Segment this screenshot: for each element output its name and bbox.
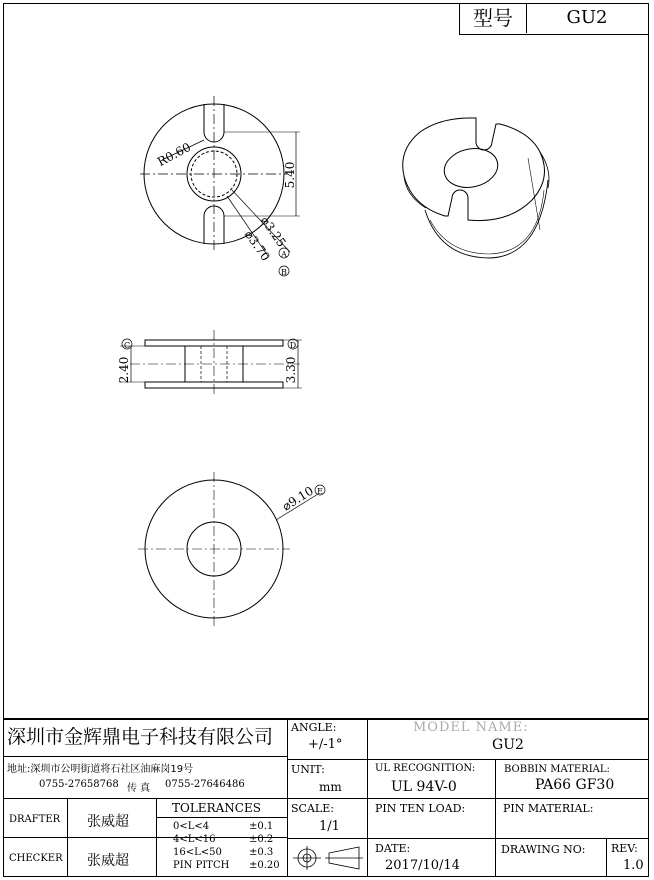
drafter-value: 张威超 (87, 814, 129, 830)
side-view (120, 330, 302, 396)
rev-value: 1.0 (623, 858, 644, 873)
dia-b-dim: ⌀3.70 (241, 227, 273, 264)
scale-label: SCALE: (291, 802, 334, 815)
side-right-mark: D (289, 341, 297, 350)
title-block (3, 718, 649, 877)
ul-label: UL RECOGNITION: (375, 763, 476, 774)
radius-dim: R0.60 (155, 139, 194, 170)
fax-label: 传 真 (127, 783, 151, 794)
bobbin-label: BOBBIN MATERIAL: (504, 764, 610, 775)
checker-label: CHECKER (9, 853, 63, 864)
angle-value: +/-1° (308, 737, 343, 752)
scale-value: 1/1 (319, 819, 340, 834)
tolerance-values: ±0.1 ±0.2 ±0.3 ±0.20 (249, 821, 280, 871)
date-label: DATE: (375, 842, 411, 855)
projection-symbol-icon (289, 840, 365, 876)
dia-b-mark: B (281, 268, 287, 277)
model-value: GU2 (566, 7, 608, 28)
dia-a-dim: ⌀3.25 (257, 213, 289, 250)
dia-e-dim: ⌀9.10 (279, 483, 316, 514)
isometric-view (403, 118, 549, 258)
dia-a-mark: A (281, 250, 287, 259)
unit-label: UNIT: (291, 763, 325, 776)
pin-material-label: PIN MATERIAL: (503, 802, 594, 815)
company-address: 地址:深圳市公明街道将石社区油麻岗19号 (7, 764, 194, 775)
side-left-dim: 2.40 (117, 356, 131, 384)
company-name: 深圳市金辉鼎电子科技有限公司 (7, 726, 274, 748)
drawing-no-label: DRAWING NO: (501, 843, 586, 856)
top-view (140, 96, 300, 276)
company-fax: 0755-27646486 (165, 779, 245, 790)
drafter-label: DRAFTER (9, 814, 61, 825)
model-name-value: GU2 (492, 737, 524, 753)
angle-label: ANGLE: (291, 721, 337, 734)
model-label: 型号 (460, 3, 527, 33)
height-dim: 5.40 (283, 161, 297, 189)
bobbin-value: PA66 GF30 (535, 777, 615, 793)
pin-ten-load-label: PIN TEN LOAD: (375, 802, 466, 815)
ul-value: UL 94V-0 (391, 779, 457, 795)
company-phone: 0755-27658768 (39, 779, 119, 790)
unit-value: mm (319, 780, 342, 794)
tolerances-label: TOLERANCES (172, 801, 261, 815)
side-left-mark: C (123, 341, 131, 350)
checker-value: 张威超 (87, 853, 129, 869)
dia-e-mark: E (317, 487, 323, 496)
tolerance-ranges: 0<L<4 4<L<16 16<L<50 PIN PITCH (173, 821, 230, 871)
side-right-dim: 3.30 (284, 356, 298, 384)
date-value: 2017/10/14 (385, 858, 460, 873)
rev-label: REV: (611, 842, 638, 855)
model-name-label: MODEL NAME: (413, 720, 529, 735)
